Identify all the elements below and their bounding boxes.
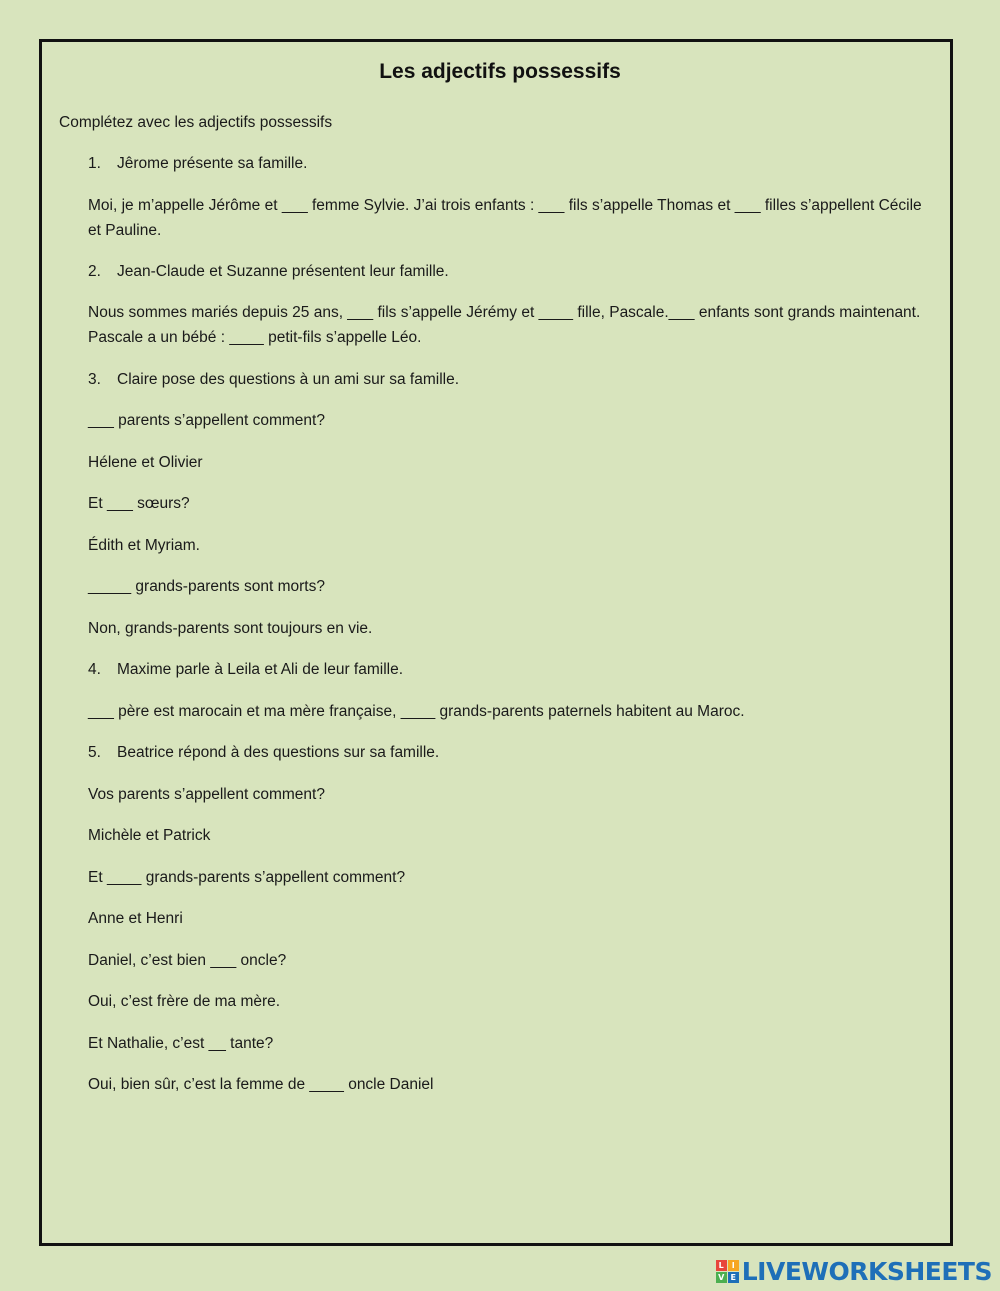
exercise-line: Oui, c’est frère de ma mère. (88, 993, 281, 1010)
exercise-line: Édith et Myriam. (88, 537, 200, 554)
logo-tile: V (716, 1272, 727, 1283)
exercise-line: Hélene et Olivier (88, 454, 203, 471)
section-heading-3 (88, 367, 459, 393)
page-title: Les adjectifs possessifs (379, 60, 621, 83)
exercise-line: Non, grands-parents sont toujours en vie. (88, 620, 373, 637)
section-number: 1. (88, 155, 101, 172)
exercise-line: Oui, bien sûr, c’est la femme de ____ oncle Daniel (88, 1076, 434, 1093)
exercise-line: Michèle et Patrick (88, 827, 211, 844)
exercise-line: Et ___ sœurs? (88, 495, 190, 512)
section-heading-4 (88, 657, 403, 683)
section-heading-text: Jêrome présente sa famille. (117, 155, 308, 172)
section-number: 5. (88, 744, 101, 761)
exercise-line: Anne et Henri (88, 910, 183, 927)
exercise-line: Vos parents s’appellent comment? (88, 786, 325, 803)
exercise-line: Et Nathalie, c’est __ tante? (88, 1035, 274, 1052)
section-number: 2. (88, 263, 101, 280)
logo-text: LIVEWORKSHEETS (741, 1256, 992, 1286)
section-number: 4. (88, 661, 101, 678)
logo-tiles-icon (716, 1260, 739, 1283)
instruction: Complétez avec les adjectifs possessifs (59, 114, 333, 131)
logo-tile: E (728, 1272, 739, 1283)
section-heading-5 (88, 740, 439, 766)
exercise-line: _____ grands-parents sont morts? (88, 578, 325, 595)
exercise-line: Daniel, c’est bien ___ oncle? (88, 952, 287, 969)
section-heading-1 (88, 151, 307, 177)
liveworksheets-logo[interactable] (716, 1256, 992, 1286)
section-heading-text: Claire pose des questions à un ami sur sa famille. (117, 371, 460, 388)
exercise-line: Et ____ grands-parents s’appellent comment? (88, 869, 406, 886)
exercise-line: Nous sommes mariés depuis 25 ans, ___ fils s’appelle Jérémy et ____ fille, Pascale.___ enfants sont grands maintenant. Pascale a un bébé : ____ petit-fils s’appelle Léo. (88, 304, 921, 346)
exercise-line: ___ parents s’appellent comment? (88, 412, 325, 429)
section-heading-2 (88, 259, 449, 285)
exercise-line: ___ père est marocain et ma mère française, ____ grands-parents paternels habitent au Maroc. (88, 703, 745, 720)
logo-tile: I (728, 1260, 739, 1271)
section-heading-text: Maxime parle à Leila et Ali de leur famille. (117, 661, 404, 678)
section-number: 3. (88, 371, 101, 388)
section-heading-text: Beatrice répond à des questions sur sa famille. (117, 744, 440, 761)
logo-tile: L (716, 1260, 727, 1271)
exercise-line: Moi, je m’appelle Jérôme et ___ femme Sylvie. J’ai trois enfants : ___ fils s’appelle Thomas et ___ filles s’appellent Cécile et Pauline. (88, 197, 922, 239)
section-heading-text: Jean-Claude et Suzanne présentent leur famille. (117, 263, 449, 280)
